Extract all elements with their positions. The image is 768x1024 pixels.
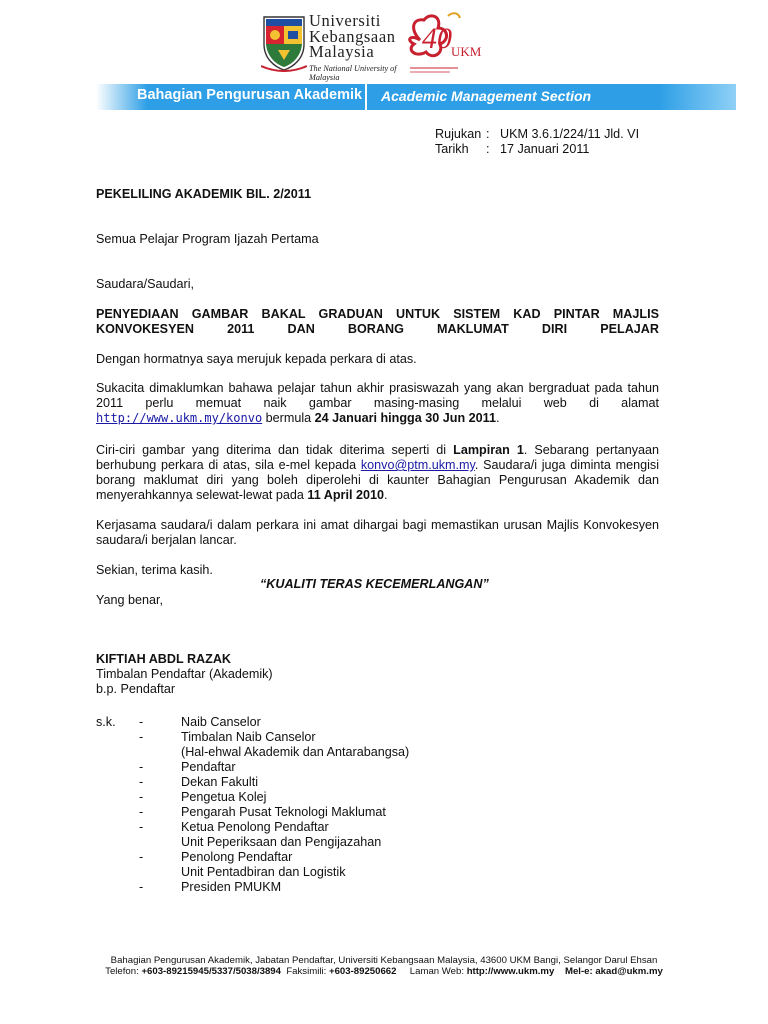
konvo-email-link[interactable]: konvo@ptm.ukm.my: [360, 458, 475, 472]
tarikh-label: Tarikh: [435, 141, 469, 156]
cc-recipient: Naib Canselor: [181, 715, 261, 729]
emblem-number: 40: [422, 22, 452, 55]
attachment-reference: Lampiran 1: [453, 443, 524, 457]
cc-list-item: [139, 730, 459, 745]
cc-recipient: Timbalan Naib Canselor: [181, 730, 316, 744]
footer-fax-label: Faksimili:: [286, 966, 327, 977]
konvo-website-link[interactable]: http://www.ukm.my/konvo: [96, 411, 263, 425]
paragraph-upload-photo: [96, 381, 659, 426]
cc-bullet-dash: -: [139, 760, 144, 774]
paragraph-text: Sukacita dimaklumkan bahawa pelajar tahun akhir prasiswazah yang akan bergraduat pada tahun 2011 perlu memuat naik gambar masing-masing melalui web di alamat: [96, 381, 659, 410]
cc-list-item: [139, 880, 459, 895]
closing-yours: Yang benar,: [96, 593, 163, 607]
cc-list-item: [139, 835, 459, 850]
paragraph-text: . Saudara/i juga diminta mengisi borang maklumat diri yang boleh diperolehi di kaunter Bahagian Pengurusan Akademik dan menyerahkannya selewat-lewat pada: [96, 458, 659, 502]
emblem-text: UKM: [451, 44, 482, 59]
paragraph-text: . Sebarang pertanyaan berhubung perkara di atas, sila e-mel kepada: [96, 443, 660, 472]
tarikh-separator: :: [486, 141, 490, 156]
cc-bullet-dash: -: [139, 775, 144, 789]
signatory-name: KIFTIAH ABDL RAZAK: [96, 652, 232, 666]
university-tagline: The National University of Malaysia: [309, 63, 397, 82]
cc-bullet-dash: -: [139, 805, 144, 819]
cc-list-item: [139, 805, 459, 820]
upload-date-range: 24 Januari hingga 30 Jun 2011: [314, 411, 496, 425]
cc-list-item: [139, 775, 459, 790]
paragraph-text: bermula: [265, 411, 312, 425]
circular-title: PEKELILING AKADEMIK BIL. 2/2011: [96, 187, 312, 201]
footer-address: Bahagian Pengurusan Akademik, Jabatan Pendaftar, Universiti Kebangsaan Malaysia, 43600 UKM Bangi, Selangor Darul Ehsan: [110, 955, 658, 966]
cc-bullet-dash: -: [139, 850, 144, 864]
banner-section-name-malay: Bahagian Pengurusan Akademik: [137, 87, 363, 103]
reference-row: [435, 127, 639, 142]
cc-list-item: [139, 850, 459, 865]
subject-heading: PENYEDIAAN GAMBAR BAKAL GRADUAN UNTUK SISTEM KAD PINTAR MAJLIS KONVOKESYEN 2011 DAN BORANG MAKLUMAT DIRI PELAJAR: [96, 307, 659, 336]
recipient-line: Semua Pelajar Program Ijazah Pertama: [96, 232, 319, 246]
university-name-part: Kebangsaan: [309, 26, 396, 46]
banner-section-name-english: Academic Management Section: [381, 88, 592, 104]
paragraph-reference: Dengan hormatnya saya merujuk kepada perkara di atas.: [96, 352, 417, 366]
university-motto: “KUALITI TERAS KECEMERLANGAN”: [260, 577, 489, 591]
salutation: Saudara/Saudari,: [96, 277, 195, 291]
cc-list: [139, 715, 459, 905]
cc-recipient: Pengarah Pusat Teknologi Maklumat: [181, 805, 386, 819]
cc-bullet-dash: -: [139, 790, 144, 804]
rujukan-separator: :: [486, 127, 490, 141]
university-crest-logo: [261, 14, 307, 72]
paragraph-cooperation: Kerjasama saudara/i dalam perkara ini amat dihargai bagi memastikan urusan Majlis Konvokesyen saudara/i berjalan lancar.: [96, 518, 659, 547]
cc-bullet-dash: -: [139, 730, 144, 744]
rujukan-label: Rujukan: [435, 127, 482, 141]
cc-list-item: [139, 790, 459, 805]
cc-list-item: [139, 715, 459, 730]
university-name-block: [309, 11, 405, 82]
tarikh-value: 17 Januari 2011: [500, 141, 590, 156]
rujukan-value: UKM 3.6.1/224/11 Jld. VI: [500, 127, 640, 141]
footer-email-link[interactable]: akad@ukm.my: [595, 966, 663, 977]
date-row: [435, 142, 639, 157]
footer-fax-value: +603-89250662: [328, 966, 397, 977]
cc-list-item: [139, 745, 459, 760]
cc-list-item: [139, 865, 459, 880]
paragraph-punctuation: .: [383, 488, 388, 502]
signatory-on-behalf: b.p. Pendaftar: [96, 682, 176, 696]
banner-divider: [365, 84, 367, 110]
cc-recipient: Dekan Fakulti: [181, 775, 258, 789]
cc-list-item: [139, 820, 459, 835]
cc-recipient: Unit Pentadbiran dan Logistik: [181, 865, 346, 879]
cc-bullet-dash: -: [139, 820, 144, 834]
closing-thanks: Sekian, terima kasih.: [96, 563, 213, 577]
signatory-title: Timbalan Pendaftar (Akademik): [96, 667, 273, 681]
cc-recipient: Presiden PMUKM: [181, 880, 282, 894]
paragraph-photo-criteria: [96, 443, 659, 503]
footer-email-label: Mel-e:: [564, 966, 593, 977]
cc-list-item: [139, 760, 459, 775]
footer-web-label: Laman Web:: [409, 966, 465, 977]
cc-recipient: Pendaftar: [181, 760, 236, 774]
ukm-40th-anniversary-emblem: [400, 10, 482, 78]
cc-recipient: Unit Peperiksaan dan Pengijazahan: [181, 835, 382, 849]
cc-recipient: Pengetua Kolej: [181, 790, 267, 804]
footer-phone-value: +603-89215945/5337/5038/3894: [141, 966, 281, 977]
cc-label: s.k.: [96, 715, 116, 729]
cc-recipient: (Hal-ehwal Akademik dan Antarabangsa): [181, 745, 410, 759]
footer-phone-label: Telefon:: [105, 966, 139, 977]
university-name-part: Universiti: [309, 11, 381, 30]
university-name-line-3: [309, 42, 405, 61]
university-name-part: Malaysia: [309, 42, 375, 61]
reference-block: [435, 127, 639, 156]
footer-contacts: [60, 966, 708, 977]
cc-recipient: Ketua Penolong Pendaftar: [181, 820, 329, 834]
cc-bullet-dash: -: [139, 880, 144, 894]
paragraph-punctuation: .: [495, 411, 500, 425]
cc-bullet-dash: -: [139, 715, 144, 729]
cc-recipient: Penolong Pendaftar: [181, 850, 293, 864]
paragraph-text: Ciri-ciri gambar yang diterima dan tidak diterima seperti di: [96, 443, 447, 457]
footer-web-link[interactable]: http://www.ukm.my: [466, 966, 555, 977]
form-deadline-date: 11 April 2010: [307, 488, 384, 502]
